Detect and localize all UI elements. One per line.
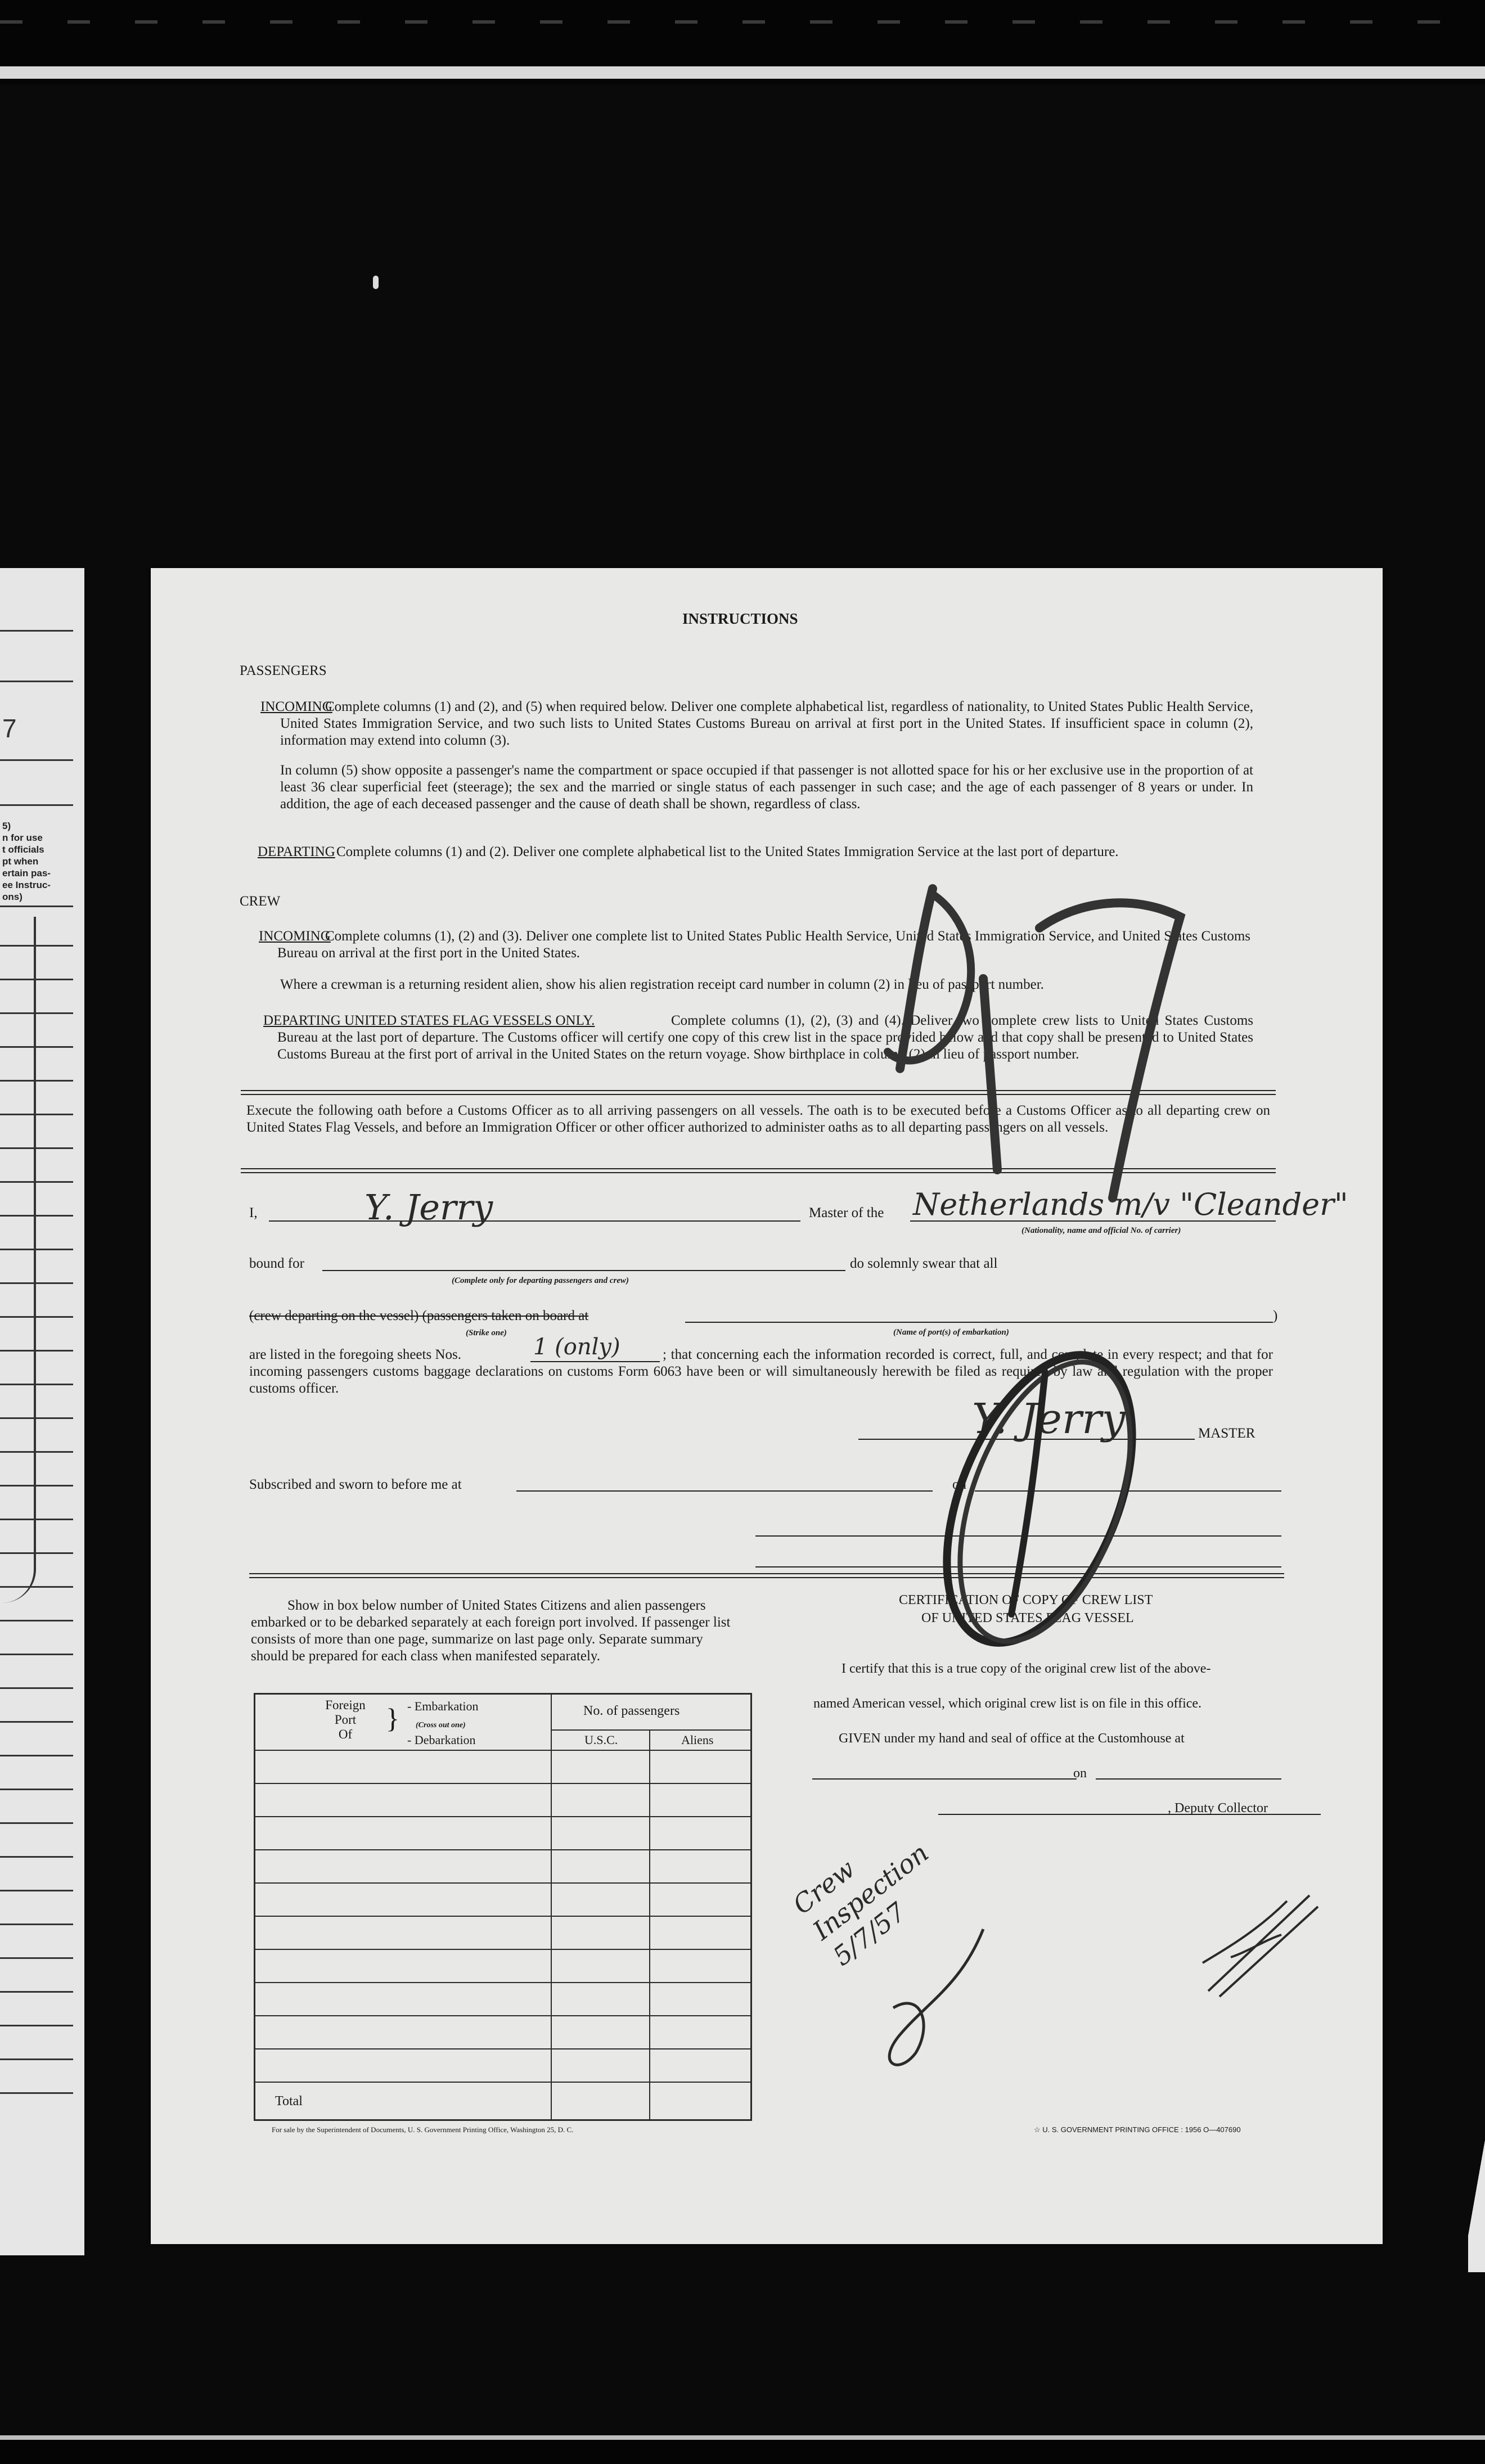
prev-page-handwritten-line	[0, 917, 36, 1603]
crew-incoming-label: INCOMING	[259, 929, 331, 944]
oath-swear-text: do solemnly swear that all	[850, 1256, 998, 1271]
certification-text-line1: I certify that this is a true copy of the original crew list of the above-	[842, 1661, 1211, 1676]
prev-page-rule	[0, 2025, 73, 2026]
crew-resident-alien-text: Where a crewman is a returning resident alien, show his alien registration receipt card number in column (2) in lieu of passport number.	[280, 977, 1044, 992]
crew-inspection-note: Crew Inspection 5/7/57	[787, 1837, 934, 1972]
prev-page-rule	[0, 1957, 73, 1959]
subscribed-text: Subscribed and sworn to before me at	[249, 1477, 462, 1492]
crew-incoming-text: Complete columns (1), (2) and (3). Deliver one complete list to United States Public Health Service, United States Immigration Service, and United States Customs Bureau on arrival at the first port in the United States.	[277, 929, 1250, 961]
prev-page-rule	[0, 1654, 73, 1655]
table-column-divider	[551, 1695, 552, 2119]
handwritten-large-number	[798, 883, 1248, 1727]
film-strip-bottom	[0, 2435, 1485, 2464]
certification-date-line	[1096, 1778, 1281, 1780]
table-row-line	[255, 1916, 750, 1917]
footer-right: ☆ U. S. GOVERNMENT PRINTING OFFICE : 1956 O—407690	[1034, 2125, 1241, 2134]
table-header-debarkation: - Debarkation	[407, 1733, 476, 1747]
next-page-corner	[1468, 2103, 1485, 2272]
oath-listed-prefix: are listed in the foregoing sheets Nos.	[249, 1347, 461, 1362]
certification-text-line2: named American vessel, which original crew list is on file in this office.	[813, 1696, 1202, 1711]
passengers-departing-text: Complete columns (1) and (2). Deliver one complete alphabetical list to the United States Immigration Service at the last port of departure.	[336, 844, 1119, 859]
table-header-aliens: Aliens	[681, 1733, 714, 1747]
prev-page-rule	[0, 1822, 73, 1824]
footer-left: For sale by the Superintendent of Documents, U. S. Government Printing Office, Washington 25, D. C.	[272, 2125, 574, 2134]
table-header-divider	[551, 1729, 750, 1731]
table-row-line	[255, 1982, 750, 1983]
table-header-cross-out: (Cross out one)	[416, 1721, 466, 1729]
passengers-incoming-text: Complete columns (1) and (2), and (5) when required below. Deliver one complete alphabetical list, regardless of nationality, to United States Public Health Service, United States Immigration Service, and two such lists to United States Customs Bureau on arrival at first port in the United States. If insufficient space in column (2), information may extend into column (3).	[280, 699, 1253, 748]
prev-page-rule	[0, 1789, 73, 1790]
table-row-line	[255, 1849, 750, 1850]
vessel-caption: (Nationality, name and official No. of carrier)	[1022, 1226, 1181, 1235]
oath-crew-departing-text: (crew departing on the vessel) (passengers taken on board at	[249, 1308, 589, 1323]
prev-page-rule	[0, 1755, 73, 1756]
passengers-heading: PASSENGERS	[240, 663, 327, 678]
oath-master-of-label: Master of the	[809, 1205, 884, 1220]
prev-page-rule	[0, 1890, 73, 1891]
prev-page-rule	[0, 906, 73, 907]
previous-page-edge	[0, 568, 84, 2255]
prev-page-rule	[0, 1721, 73, 1723]
prev-page-rule	[0, 1991, 73, 1993]
prev-page-column-note: 5) n for use t officials pt when ertain pas- ee Instruc- ons)	[2, 821, 51, 902]
film-strip-top	[0, 0, 1485, 84]
deputy-collector-label: , Deputy Collector	[1168, 1801, 1268, 1816]
passengers-column5-text: In column (5) show opposite a passenger's name the compartment or space occupied if that passenger is not allotted space for his or her exclusive use in the proportion of at least 36 clear superficial feet (steerage); the sex and the married or single status of each passenger in such case; and the age of each passenger of 8 years or under. In addition, the age of each deceased passenger and the cause of death shall be shown, regardless of class.	[280, 763, 1253, 812]
table-header-brace: }	[386, 1702, 399, 1734]
vessel-handwritten: Netherlands m/v "Cleander"	[913, 1187, 1348, 1222]
table-row-line	[255, 2048, 750, 2049]
passengers-departing-label: DEPARTING	[258, 844, 335, 859]
prev-page-rule	[0, 2058, 73, 2060]
certification-on-label: on	[1073, 1766, 1087, 1781]
prev-page-rule	[0, 1924, 73, 1925]
prev-page-rule	[0, 2092, 73, 2094]
master-name-line	[269, 1220, 800, 1222]
table-total-label: Total	[275, 2094, 303, 2109]
table-row-line	[255, 2082, 750, 2083]
crew-departing-text: Complete columns (1), (2), (3) and (4). Deliver two complete crew lists to United States Customs Bureau at the last port of departure. The Customs officer will certify one copy of this crew list in the space provided below and that copy shall be presented to United States Customs Bureau at the first port of arrival in the United States on the return voyage. Show birthplace in column (2) in lieu of passport number.	[277, 1013, 1253, 1062]
prev-page-rule	[0, 1856, 73, 1858]
certification-title-line2: OF UNITED STATES FLAG VESSEL	[921, 1611, 1134, 1625]
crew-inspection-scrawl	[814, 1907, 1017, 2087]
certification-title-line1: CERTIFICATION OF COPY OF CREW LIST	[899, 1593, 1153, 1607]
summary-instructions: Show in box below number of United States Citizens and alien passengers embarked or to be debarked separately at each foreign port involved. If passenger list consists of more than one page, summarize on last page only. Separate summary should be prepared for each class when manifested separately.	[251, 1598, 731, 1664]
table-header-foreign-port: Foreign Port Of	[325, 1698, 366, 1741]
dust-speck	[373, 276, 379, 289]
prev-page-rule	[0, 630, 73, 632]
bound-for-line	[322, 1270, 845, 1271]
oath-bound-for-label: bound for	[249, 1256, 304, 1271]
table-row-line	[255, 1816, 750, 1817]
initials-scribble	[1197, 1879, 1326, 2008]
instructions-page	[151, 568, 1383, 2244]
sheets-nos-handwritten: 1 (only)	[533, 1334, 620, 1360]
master-label: MASTER	[1198, 1426, 1256, 1441]
certification-given-text: GIVEN under my hand and seal of office at the Customhouse at	[839, 1731, 1185, 1746]
master-name-handwritten: Y. Jerry	[364, 1187, 493, 1228]
bound-for-caption: (Complete only for departing passengers and crew)	[452, 1276, 629, 1285]
prev-page-rule	[0, 681, 73, 682]
table-column-divider	[649, 1729, 650, 2119]
table-row-line	[255, 2015, 750, 2016]
oath-instructions: Execute the following oath before a Customs Officer as to all arriving passengers on all vessels. The oath is to be executed before a Customs Officer as to all departing crew on United States Flag Vessels, and before an Immigration Officer or other officer authorized to administer oaths as to all departing passengers on all vessels.	[246, 1103, 1270, 1135]
table-row-line	[255, 1783, 750, 1784]
prev-page-rule	[0, 804, 73, 806]
master-signature-handwritten: Y. Jerry	[972, 1395, 1126, 1443]
table-row-line	[255, 1949, 750, 1950]
oath-i-label: I,	[249, 1205, 258, 1220]
film-sprocket-marks	[0, 20, 1485, 24]
embarkation-port-caption: (Name of port(s) of embarkation)	[893, 1328, 1009, 1337]
film-edge	[0, 2435, 1485, 2440]
passengers-incoming-label: INCOMING	[260, 699, 332, 714]
crew-departing-label: DEPARTING UNITED STATES FLAG VESSELS ONLY.	[263, 1013, 595, 1028]
prev-page-digit: 7	[2, 714, 17, 743]
prev-page-rule	[0, 1620, 73, 1621]
oath-close-paren: )	[1273, 1308, 1278, 1323]
oath-listed-text: ; that concerning each the information recorded is correct, full, and complete in every respect; and that for incoming passengers customs baggage declarations on customs Form 6063 have been or will simultaneously herewith be filed as required by law and regulation with the proper customs officer.	[249, 1347, 1273, 1396]
table-header-no-of-passengers: No. of passengers	[583, 1704, 680, 1718]
passenger-summary-table	[254, 1693, 752, 2121]
subscribed-on-label: on	[952, 1477, 966, 1492]
strike-one-caption: (Strike one)	[466, 1328, 507, 1337]
crew-heading: CREW	[240, 894, 281, 909]
prev-page-rule	[0, 759, 73, 761]
table-row-line	[255, 1882, 750, 1884]
table-header-embarkation: - Embarkation	[407, 1699, 479, 1713]
prev-page-rule	[0, 1687, 73, 1689]
table-header-bottom	[255, 1750, 750, 1751]
table-header-usc: U.S.C.	[584, 1733, 618, 1747]
page-title: INSTRUCTIONS	[682, 610, 798, 627]
film-edge	[0, 66, 1485, 79]
